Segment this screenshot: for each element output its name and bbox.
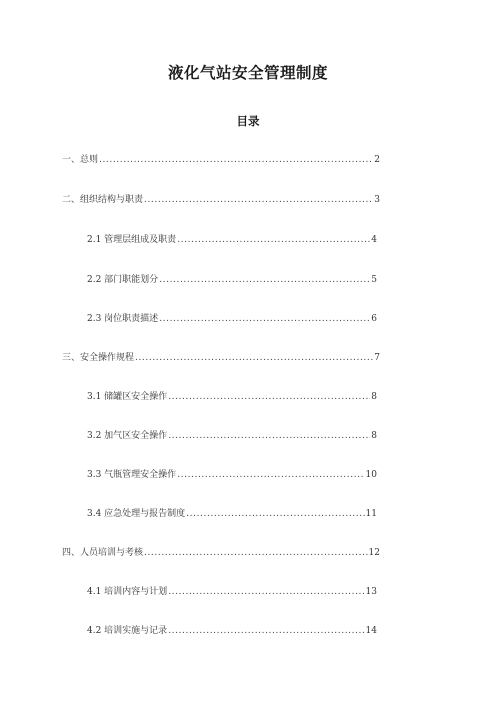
toc-entry-label: 2.3 岗位职责描述 — [87, 314, 159, 324]
toc-entry-label: 二、组织结构与职责 — [62, 195, 144, 205]
toc-entry-page: 13 — [365, 587, 377, 597]
toc-entry-label: 3.2 加气区安全操作 — [87, 431, 168, 441]
toc-entry-page: 8 — [371, 392, 377, 402]
toc-leader-dots — [135, 352, 373, 364]
toc-entry[interactable] — [62, 154, 380, 166]
toc-entry-page: 4 — [371, 235, 377, 245]
toc-heading: 目录 — [236, 114, 260, 128]
toc-entry[interactable] — [87, 508, 377, 520]
toc-leader-dots — [144, 547, 368, 559]
toc-entry[interactable] — [62, 547, 380, 559]
toc-entry[interactable] — [87, 274, 377, 286]
toc-entry-page: 7 — [374, 353, 380, 363]
toc-entry[interactable] — [87, 625, 377, 637]
toc-entry-label: 一、总则 — [62, 155, 99, 165]
toc-leader-dots — [159, 313, 370, 325]
toc-entry[interactable] — [87, 586, 377, 598]
toc-entry[interactable] — [87, 313, 377, 325]
toc-leader-dots — [186, 508, 364, 520]
toc-entry-label: 3.3 气瓶管理安全操作 — [87, 470, 177, 480]
toc-leader-dots — [168, 391, 370, 403]
toc-entry-page: 14 — [365, 626, 377, 636]
toc-entry-page: 6 — [371, 314, 377, 324]
toc-entry[interactable] — [62, 194, 380, 206]
toc-entry[interactable] — [87, 391, 377, 403]
toc-entry[interactable] — [87, 430, 377, 442]
toc-leader-dots — [159, 274, 370, 286]
toc-entry-page: 10 — [365, 470, 377, 480]
toc-entry-page: 8 — [371, 431, 377, 441]
toc-entry-label: 3.1 储罐区安全操作 — [87, 392, 168, 402]
toc-entry-label: 4.2 培训实施与记录 — [87, 626, 168, 636]
toc-entry-label: 四、人员培训与考核 — [62, 548, 144, 558]
toc-leader-dots — [168, 430, 370, 442]
toc-entry[interactable] — [87, 234, 377, 246]
toc-entry-label: 3.4 应急处理与报告制度 — [87, 509, 186, 519]
toc-leader-dots — [168, 586, 364, 598]
toc-entry-label: 三、安全操作规程 — [62, 353, 135, 363]
toc-entry-page: 2 — [374, 155, 380, 165]
toc-leader-dots — [177, 234, 370, 246]
document-title: 液化气站安全管理制度 — [167, 64, 328, 82]
toc-leader-dots — [177, 469, 364, 481]
toc-entry-label: 2.2 部门职能划分 — [87, 275, 159, 285]
toc-entry-label: 2.1 管理层组成及职责 — [87, 235, 177, 245]
toc-entry-page: 5 — [371, 275, 377, 285]
toc-entry-label: 4.1 培训内容与计划 — [87, 587, 168, 597]
toc-leader-dots — [168, 625, 364, 637]
toc-entry[interactable] — [87, 469, 377, 481]
toc-entry-page: 12 — [368, 548, 380, 558]
toc-entry[interactable] — [62, 352, 380, 364]
toc-entry-page: 3 — [374, 195, 380, 205]
toc-leader-dots — [144, 194, 373, 206]
toc-entry-page: 11 — [365, 509, 377, 519]
toc-leader-dots — [99, 154, 373, 166]
